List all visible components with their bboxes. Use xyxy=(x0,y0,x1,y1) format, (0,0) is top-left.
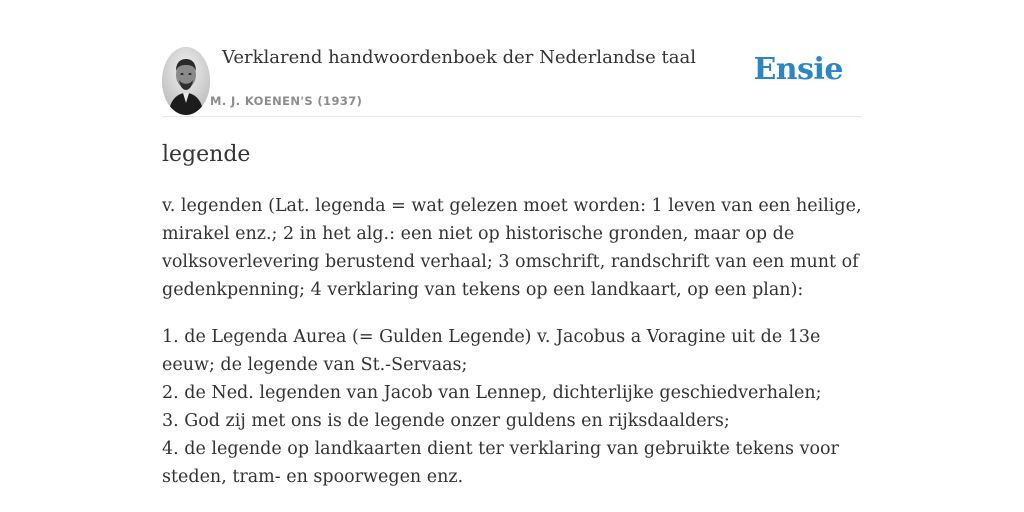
ensie-logo-link[interactable]: Ensie xyxy=(753,52,843,87)
example-item: 2. de Ned. legenden van Jacob van Lennep, dichterlijke geschiedverhalen; xyxy=(162,383,822,403)
dictionary-header xyxy=(162,0,862,117)
example-item: 4. de legende op landkaarten dient ter verklaring van gebruikte tekens voor steden, tram- en spoorwegen enz. xyxy=(162,439,839,487)
example-item: 3. God zij met ons is de legende onzer guldens en rijksdaalders; xyxy=(162,411,730,431)
dictionary-title: Verklarend handwoordenboek der Nederlandse taal xyxy=(222,47,696,68)
entry-headword: legende xyxy=(162,142,251,167)
entry-examples xyxy=(162,323,862,491)
author-line: M. J. KOENEN'S (1937) xyxy=(210,94,363,108)
author-portrait-icon xyxy=(162,47,210,115)
example-item: 1. de Legenda Aurea (= Gulden Legende) v. Jacobus a Voragine uit de 13e eeuw; de legende van St.-Servaas; xyxy=(162,327,821,375)
entry-definition: v. legenden (Lat. legenda = wat gelezen moet worden: 1 leven van een heilige, mirakel enz.; 2 in het alg.: een niet op historische gronden, maar op de volksoverlevering berustend verhaal; 3 omschrift, randschrift van een munt of gedenkpenning; 4 verklaring van tekens op een landkaart, op een plan): xyxy=(162,196,862,300)
page-content xyxy=(162,0,862,512)
